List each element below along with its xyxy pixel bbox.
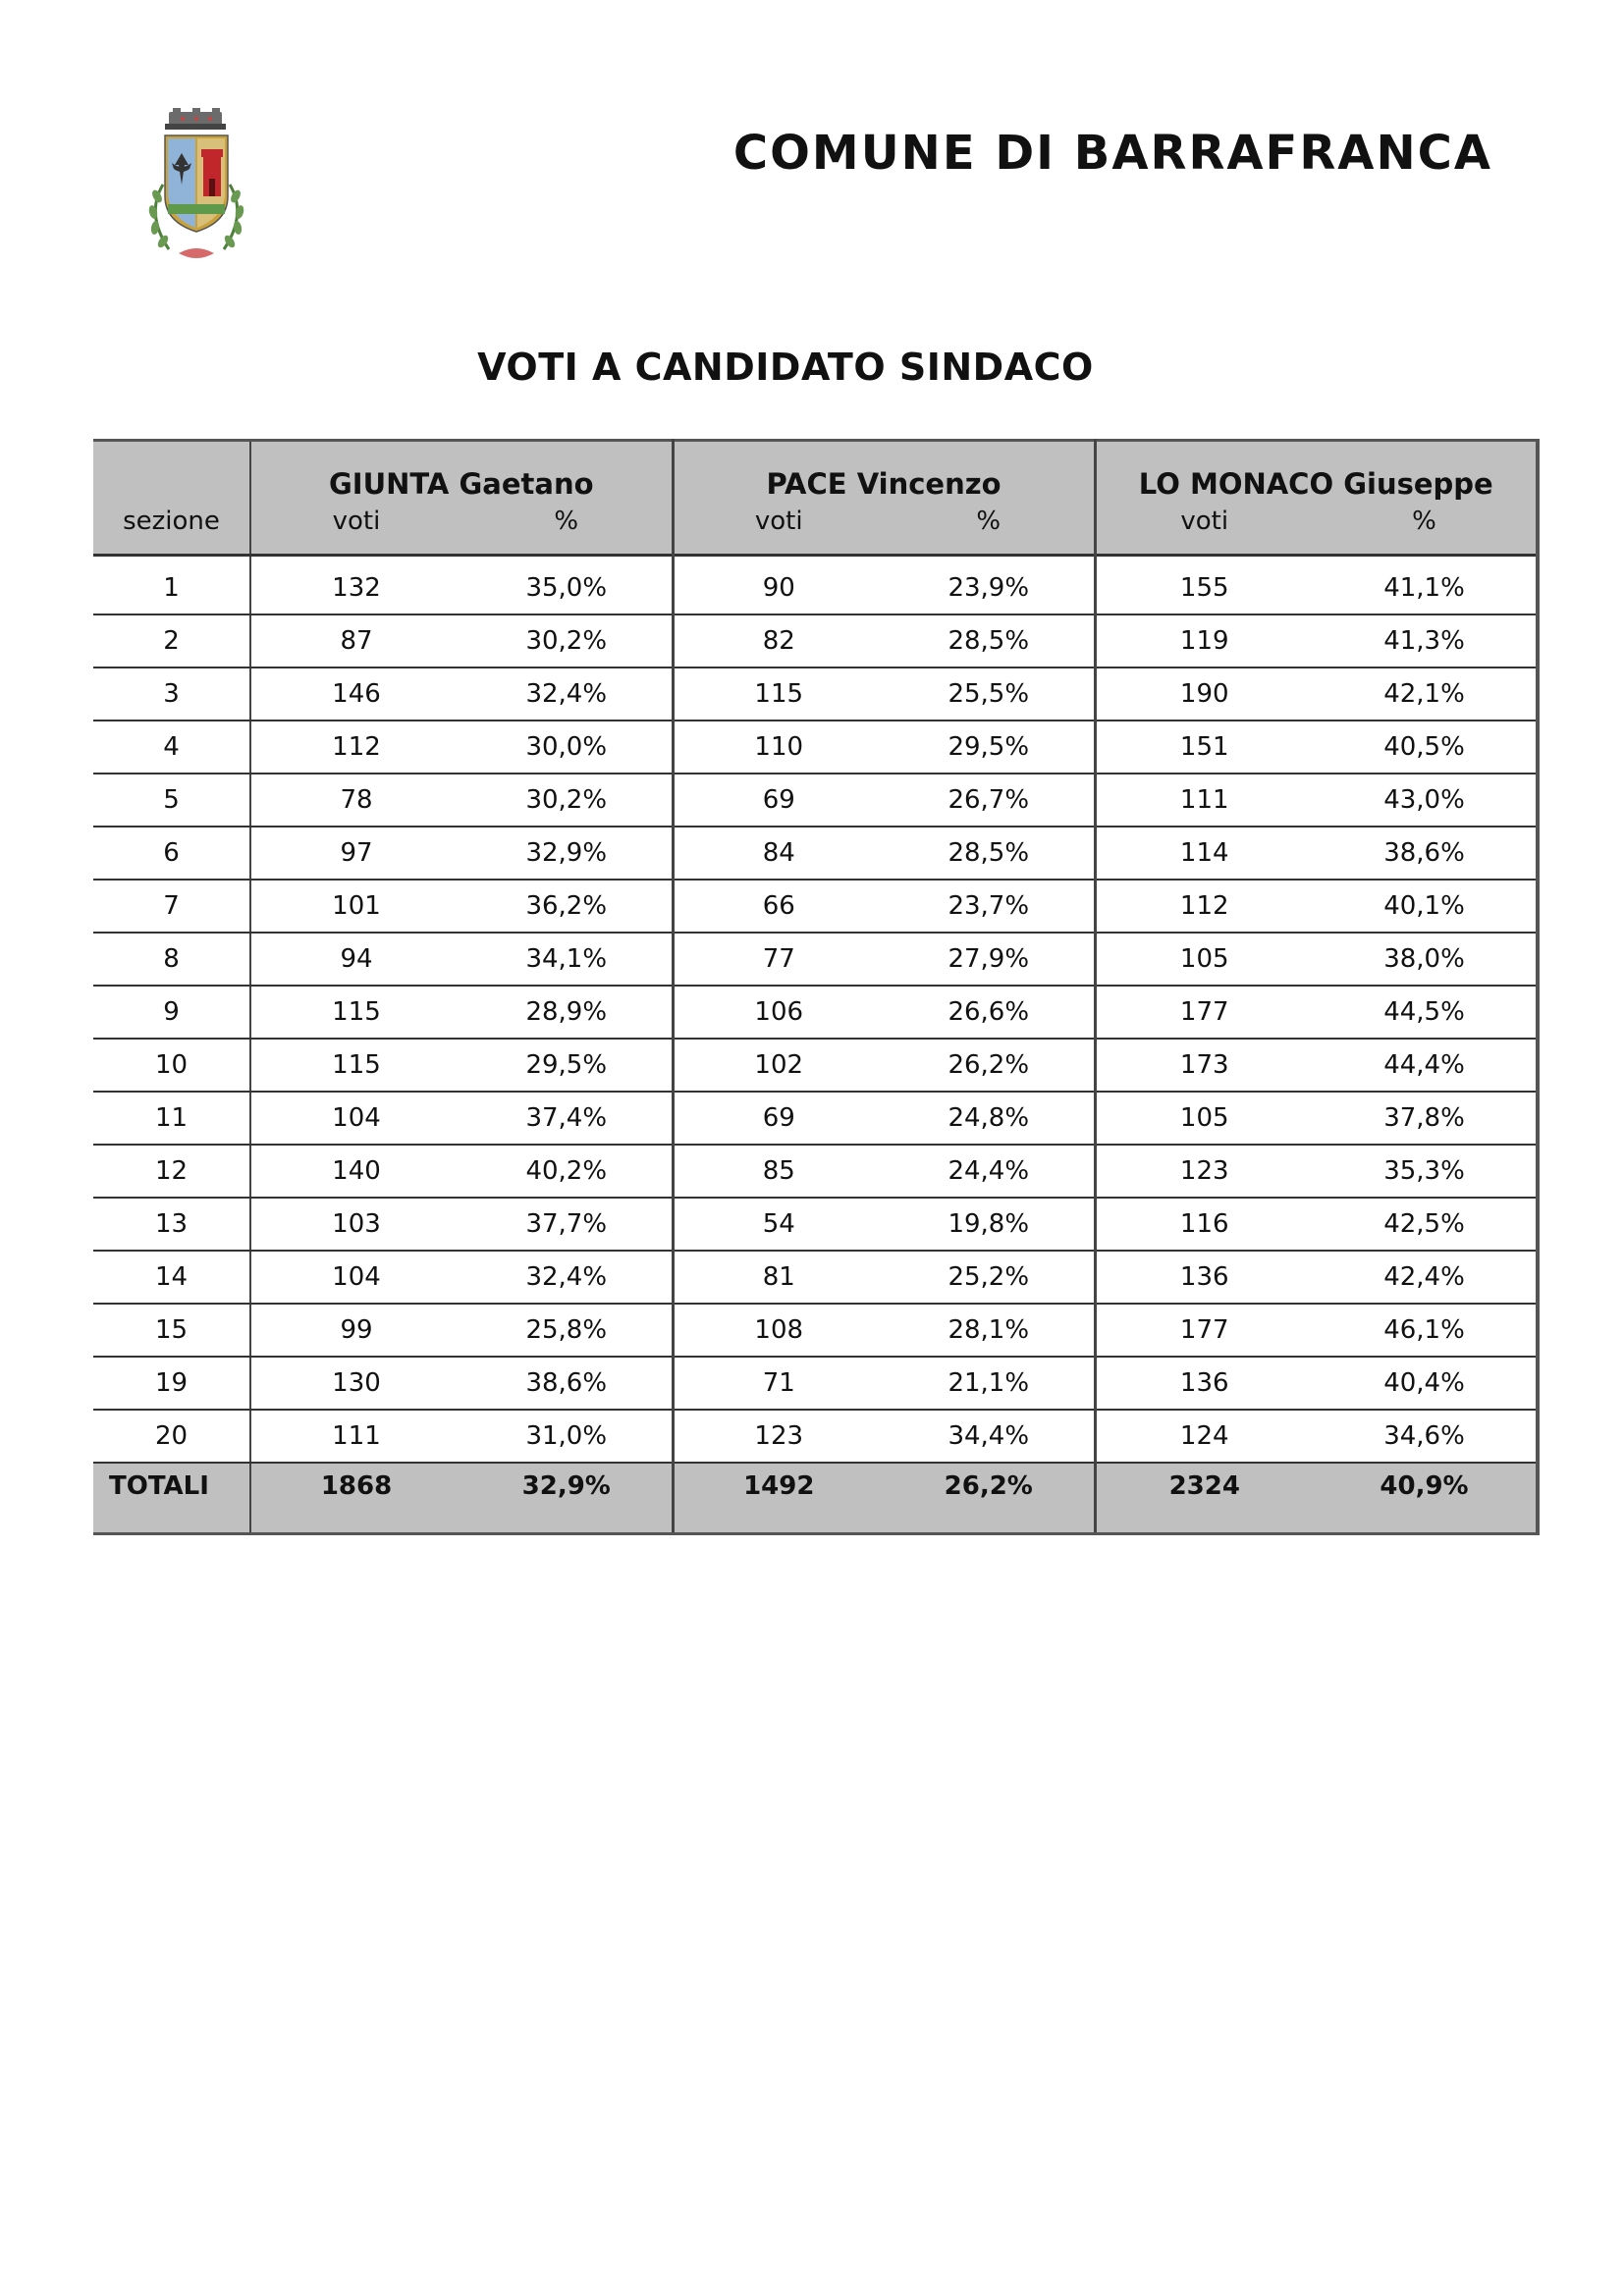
section-number: 19: [93, 1357, 250, 1410]
table-body: [93, 556, 1538, 1534]
candidate-1-votes: 99: [250, 1304, 461, 1357]
candidate-2-percent: 25,2%: [884, 1251, 1095, 1304]
votes-header: voti: [673, 503, 884, 556]
column-header-row: [93, 503, 1538, 556]
table-row: [93, 614, 1538, 667]
results-table: [93, 439, 1540, 1535]
section-number: 6: [93, 827, 250, 880]
section-number: 4: [93, 721, 250, 774]
section-number: 1: [93, 556, 250, 615]
candidate-3-percent: 38,6%: [1313, 827, 1538, 880]
candidate-3-votes: 190: [1095, 667, 1313, 721]
candidate-2-votes: 115: [673, 667, 884, 721]
candidate-3-percent: 40,4%: [1313, 1357, 1538, 1410]
table-row: [93, 1198, 1538, 1251]
candidate-3-percent: 46,1%: [1313, 1304, 1538, 1357]
candidate-2-percent: 28,5%: [884, 614, 1095, 667]
percent-header: %: [1313, 503, 1538, 556]
section-number: 8: [93, 933, 250, 986]
section-number: 13: [93, 1198, 250, 1251]
candidate-3-votes: 177: [1095, 986, 1313, 1039]
candidate-1-votes: 103: [250, 1198, 461, 1251]
candidate-2-percent: 27,9%: [884, 933, 1095, 986]
candidate-1-percent: 29,5%: [461, 1039, 673, 1092]
candidate-3-percent: 41,1%: [1313, 556, 1538, 615]
candidate-3-percent: 42,5%: [1313, 1198, 1538, 1251]
candidate-1-percent: 32,4%: [461, 1251, 673, 1304]
candidate-3-votes: 136: [1095, 1251, 1313, 1304]
candidate-1-percent: 32,9%: [461, 827, 673, 880]
table-row: [93, 1357, 1538, 1410]
candidate-1-percent: 35,0%: [461, 556, 673, 615]
candidate-1-votes: 130: [250, 1357, 461, 1410]
section-number: 7: [93, 880, 250, 933]
candidate-2-percent: 24,4%: [884, 1145, 1095, 1198]
candidate-2-percent: 25,5%: [884, 667, 1095, 721]
candidate-2-votes: 66: [673, 880, 884, 933]
table-row: [93, 827, 1538, 880]
candidate-3-percent: 40,1%: [1313, 880, 1538, 933]
section-number: 2: [93, 614, 250, 667]
section-number: 5: [93, 774, 250, 827]
candidate-1-name: GIUNTA Gaetano: [250, 441, 673, 504]
candidate-2-percent: 23,9%: [884, 556, 1095, 615]
candidate-1-total-votes: 1868: [250, 1463, 461, 1534]
candidate-2-total-votes: 1492: [673, 1463, 884, 1534]
document-title: VOTI A CANDIDATO SINDACO: [477, 346, 1094, 389]
candidate-1-votes: 146: [250, 667, 461, 721]
candidate-3-votes: 177: [1095, 1304, 1313, 1357]
candidate-3-votes: 105: [1095, 933, 1313, 986]
percent-header: %: [884, 503, 1095, 556]
candidate-2-votes: 85: [673, 1145, 884, 1198]
section-number: 11: [93, 1092, 250, 1145]
candidate-3-percent: 40,5%: [1313, 721, 1538, 774]
candidate-1-percent: 30,0%: [461, 721, 673, 774]
candidate-1-votes: 104: [250, 1251, 461, 1304]
municipality-name: COMUNE DI BARRAFRANCA: [732, 126, 1492, 181]
candidate-3-percent: 35,3%: [1313, 1145, 1538, 1198]
candidate-3-percent: 34,6%: [1313, 1410, 1538, 1463]
candidate-1-percent: 40,2%: [461, 1145, 673, 1198]
candidate-2-percent: 24,8%: [884, 1092, 1095, 1145]
candidate-3-votes: 136: [1095, 1357, 1313, 1410]
candidate-3-percent: 42,4%: [1313, 1251, 1538, 1304]
candidate-1-votes: 112: [250, 721, 461, 774]
candidate-3-votes: 114: [1095, 827, 1313, 880]
candidate-1-votes: 140: [250, 1145, 461, 1198]
candidate-3-total-percent: 40,9%: [1313, 1463, 1538, 1534]
candidate-2-votes: 81: [673, 1251, 884, 1304]
table-row: [93, 1304, 1538, 1357]
candidate-2-votes: 106: [673, 986, 884, 1039]
section-header-spacer: [93, 441, 250, 504]
section-number: 9: [93, 986, 250, 1039]
section-number: 12: [93, 1145, 250, 1198]
candidate-3-percent: 44,4%: [1313, 1039, 1538, 1092]
candidate-1-percent: 36,2%: [461, 880, 673, 933]
candidate-2-votes: 108: [673, 1304, 884, 1357]
candidate-1-percent: 31,0%: [461, 1410, 673, 1463]
candidate-3-percent: 37,8%: [1313, 1092, 1538, 1145]
candidate-header-row: [93, 441, 1538, 504]
candidate-1-percent: 34,1%: [461, 933, 673, 986]
candidate-2-votes: 123: [673, 1410, 884, 1463]
table-row: [93, 556, 1538, 615]
section-number: 3: [93, 667, 250, 721]
section-number: 10: [93, 1039, 250, 1092]
candidate-3-votes: 112: [1095, 880, 1313, 933]
section-number: 14: [93, 1251, 250, 1304]
section-number: 20: [93, 1410, 250, 1463]
candidate-3-votes: 111: [1095, 774, 1313, 827]
table-row: [93, 880, 1538, 933]
candidate-3-votes: 119: [1095, 614, 1313, 667]
candidate-1-percent: 37,7%: [461, 1198, 673, 1251]
totals-row: [93, 1463, 1538, 1534]
candidate-2-percent: 28,5%: [884, 827, 1095, 880]
candidate-3-percent: 42,1%: [1313, 667, 1538, 721]
candidate-2-name: PACE Vincenzo: [673, 441, 1095, 504]
candidate-2-votes: 102: [673, 1039, 884, 1092]
candidate-2-percent: 26,2%: [884, 1039, 1095, 1092]
table-row: [93, 1039, 1538, 1092]
candidate-2-percent: 26,6%: [884, 986, 1095, 1039]
totals-label: TOTALI: [93, 1463, 250, 1534]
candidate-2-votes: 71: [673, 1357, 884, 1410]
table-row: [93, 933, 1538, 986]
candidate-3-votes: 151: [1095, 721, 1313, 774]
candidate-2-votes: 82: [673, 614, 884, 667]
candidate-3-percent: 38,0%: [1313, 933, 1538, 986]
table-row: [93, 1092, 1538, 1145]
candidate-2-votes: 69: [673, 1092, 884, 1145]
candidate-3-votes: 155: [1095, 556, 1313, 615]
candidate-3-votes: 173: [1095, 1039, 1313, 1092]
table-row: [93, 1145, 1538, 1198]
candidate-1-votes: 115: [250, 1039, 461, 1092]
table-row: [93, 1251, 1538, 1304]
candidate-1-percent: 30,2%: [461, 614, 673, 667]
candidate-1-votes: 94: [250, 933, 461, 986]
candidate-2-percent: 21,1%: [884, 1357, 1095, 1410]
candidate-2-votes: 84: [673, 827, 884, 880]
candidate-2-percent: 26,7%: [884, 774, 1095, 827]
candidate-3-votes: 105: [1095, 1092, 1313, 1145]
section-header: sezione: [93, 503, 250, 556]
candidate-1-votes: 104: [250, 1092, 461, 1145]
candidate-1-votes: 97: [250, 827, 461, 880]
candidate-1-votes: 132: [250, 556, 461, 615]
candidate-1-votes: 78: [250, 774, 461, 827]
table-row: [93, 1410, 1538, 1463]
candidate-3-name: LO MONACO Giuseppe: [1095, 441, 1538, 504]
candidate-3-percent: 43,0%: [1313, 774, 1538, 827]
candidate-3-votes: 124: [1095, 1410, 1313, 1463]
candidate-3-percent: 44,5%: [1313, 986, 1538, 1039]
candidate-2-votes: 54: [673, 1198, 884, 1251]
candidate-2-votes: 69: [673, 774, 884, 827]
candidate-2-votes: 77: [673, 933, 884, 986]
candidate-1-votes: 111: [250, 1410, 461, 1463]
candidate-2-percent: 34,4%: [884, 1410, 1095, 1463]
table-row: [93, 986, 1538, 1039]
candidate-3-votes: 116: [1095, 1198, 1313, 1251]
candidate-2-votes: 90: [673, 556, 884, 615]
candidate-2-percent: 23,7%: [884, 880, 1095, 933]
candidate-2-percent: 28,1%: [884, 1304, 1095, 1357]
table-row: [93, 667, 1538, 721]
candidate-3-total-votes: 2324: [1095, 1463, 1313, 1534]
candidate-1-percent: 28,9%: [461, 986, 673, 1039]
candidate-1-percent: 37,4%: [461, 1092, 673, 1145]
candidate-1-votes: 87: [250, 614, 461, 667]
candidate-2-percent: 29,5%: [884, 721, 1095, 774]
candidate-1-percent: 32,4%: [461, 667, 673, 721]
percent-header: %: [461, 503, 673, 556]
section-number: 15: [93, 1304, 250, 1357]
candidate-1-votes: 101: [250, 880, 461, 933]
candidate-2-percent: 19,8%: [884, 1198, 1095, 1251]
table-row: [93, 721, 1538, 774]
candidate-1-percent: 38,6%: [461, 1357, 673, 1410]
votes-header: voti: [250, 503, 461, 556]
candidate-1-total-percent: 32,9%: [461, 1463, 673, 1534]
municipal-crest-logo: [135, 106, 257, 271]
candidate-2-total-percent: 26,2%: [884, 1463, 1095, 1534]
votes-header: voti: [1095, 503, 1313, 556]
candidate-3-votes: 123: [1095, 1145, 1313, 1198]
table-row: [93, 774, 1538, 827]
candidate-1-percent: 25,8%: [461, 1304, 673, 1357]
candidate-1-percent: 30,2%: [461, 774, 673, 827]
candidate-2-votes: 110: [673, 721, 884, 774]
candidate-1-votes: 115: [250, 986, 461, 1039]
candidate-3-percent: 41,3%: [1313, 614, 1538, 667]
